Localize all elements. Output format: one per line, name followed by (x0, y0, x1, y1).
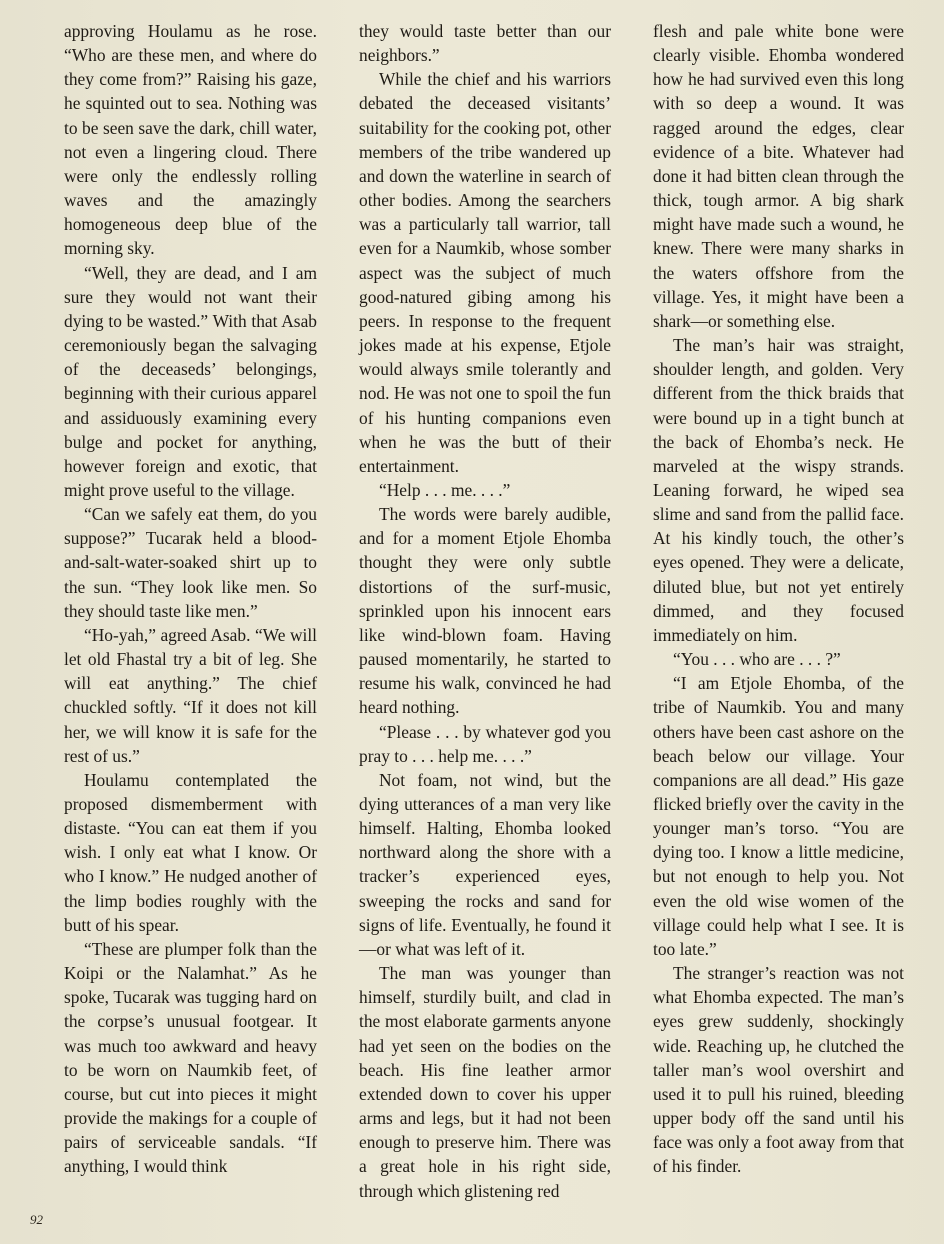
paragraph: they would taste better than our neighbors.” (359, 21, 611, 66)
paragraph: The man was younger than himself, sturdily built, and clad in the most elaborate garments anyone had yet seen on the bodies on the beach. His fine leather armor extended down to cover his upper arms and legs, but it had not been enough to preserve him. There was a great hole in his right side, through which glistening red (359, 963, 611, 1201)
paragraph: “Ho-yah,” agreed Asab. “We will let old Fhastal try a bit of leg. She will eat anything.” The chief chuckled softly. “If it does not kill her, we will know it is safe for the rest of us.” (64, 624, 317, 766)
paragraph: “You . . . who are . . . ?” (673, 649, 841, 670)
text-column-middle (359, 19, 611, 1203)
paragraph: “Help . . . me. . . .” (379, 479, 511, 500)
paragraph: The words were barely audible, and for a moment Etjole Ehomba thought they were only subtle distortions of the surf-music, sprinkled upon his innocent ears like wind-blown foam. Having paused momentarily, he started to resume his walk, convinced he had heard nothing. (359, 504, 611, 718)
paragraph: “I am Etjole Ehomba, of the tribe of Naumkib. You and many others have been cast ashore on the beach below our village. Your companions are all dead.” His gaze flicked briefly over the cavity in the younger man’s torso. “You are dying too. I know a little medicine, but not enough to help you. Not even the old wise women of the village could help what I see. It is too late.” (653, 673, 904, 959)
text-column-left (64, 19, 317, 1179)
paragraph: While the chief and his warriors debated the deceased visitants’ suitability for the cooking pot, other members of the tribe wandered up and down the waterline in search of other bodies. Among the searchers was a particularly tall warrior, tall even for a Naumkib, whose somber aspect was the subject of much good-natured gibing among his peers. In response to the frequent jokes made at his expense, Etjole would always smile tolerantly and nod. He was not one to spoil the fun of his hunting companions even when he was the butt of their entertainment. (359, 69, 611, 476)
paragraph: approving Houlamu as he rose. “Who are these men, and where do they come from?” Raising his gaze, he squinted out to sea. Nothing was to be seen save the dark, chill water, not even a lingering cloud. There were only the endlessly rolling waves and the amazingly homogeneous deep blue of the morning sky. (64, 21, 317, 259)
page-number: 92 (30, 1212, 43, 1227)
text-column-right (653, 19, 904, 1179)
paragraph: The man’s hair was straight, shoulder length, and golden. Very different from the thick braids that were bound up in a tight bunch at the back of Ehomba’s neck. He marveled at the wispy strands. Leaning forward, he wiped sea slime and sand from the pallid face. At his kindly touch, the other’s eyes opened. They were a delicate, diluted blue, but not yet entirely dimmed, and they focused immediately on him. (653, 335, 904, 645)
paragraph: The stranger’s reaction was not what Ehomba expected. The man’s eyes grew suddenly, shockingly wide. Reaching up, he clutched the taller man’s wool overshirt and used it to pull his ruined, bleeding upper body off the sand until his face was only a foot away from that of his finder. (653, 963, 904, 1177)
paragraph: “These are plumper folk than the Koipi or the Nalamhat.” As he spoke, Tucarak was tugging hard on the corpse’s unusual footgear. It was much too awkward and heavy to be worn on Naumkib feet, of course, but cut into pieces it might provide the makings for a couple of pairs of serviceable sandals. “If anything, I would think (64, 938, 317, 1177)
paragraph: flesh and pale white bone were clearly visible. Ehomba wondered how he had survived even this long with so deep a wound. It was ragged around the edges, clear evidence of a bite. Whatever had done it had bitten clean through the thick, tough armor. A big shark might have made such a wound, he knew. There were many sharks in the waters offshore from the village. Yes, it might have been a shark—or something else. (653, 21, 904, 331)
paragraph: “Well, they are dead, and I am sure they would not want their dying to be wasted.” With that Asab ceremoniously began the salvaging of the deceaseds’ belongings, beginning with their curious apparel and assiduously examining every bulge and pocket for anything, however foreign and exotic, that might prove useful to the village. (64, 262, 317, 500)
paragraph: “Please . . . by whatever god you pray to . . . help me. . . .” (359, 721, 611, 766)
paragraph: Not foam, not wind, but the dying utterances of a man very like himself. Halting, Ehomba looked northward along the shore with a tracker’s experienced eyes, sweeping the rocks and sand for signs of life. Eventually, he found it—or what was left of it. (359, 769, 611, 959)
paragraph: “Can we safely eat them, do you suppose?” Tucarak held a blood-and-salt-water-soaked shirt up to the sun. “They look like men. So they should taste like men.” (64, 504, 317, 621)
paragraph: Houlamu contemplated the proposed dismemberment with distaste. “You can eat them if you wish. I only eat what I know. Or who I know.” He nudged another of the limp bodies roughly with the butt of his spear. (64, 769, 317, 935)
